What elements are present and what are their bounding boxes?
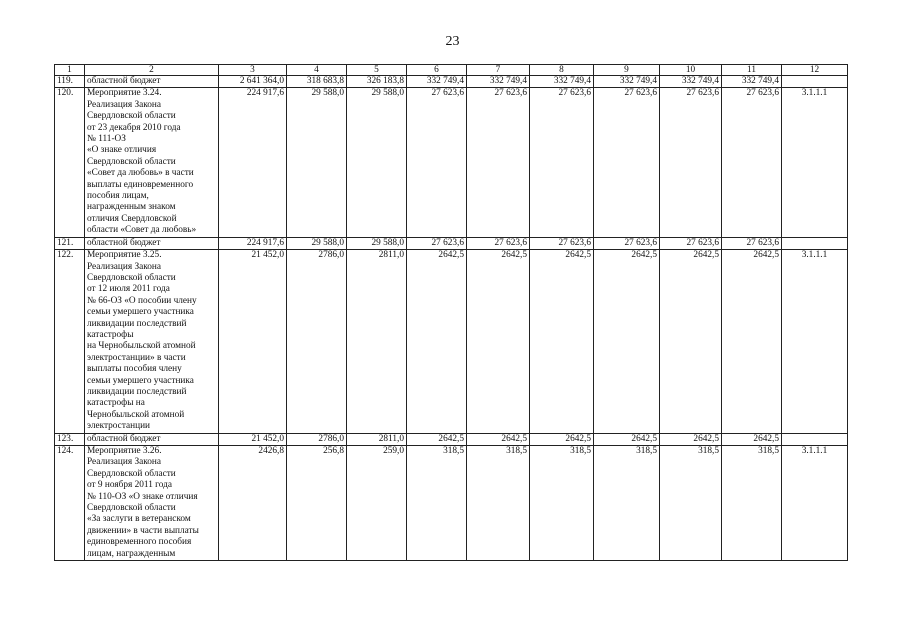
row-name-line: «Совет да любовь» в части [87,168,194,179]
header-cell: 6 [407,65,467,76]
page-number: 23 [445,34,460,49]
row-number-cell: 120. [55,88,85,237]
value-cell: 2642,5 [594,250,660,434]
row-name-line: Мероприятие 3.25. [87,250,162,261]
value-cell: 318,5 [407,446,467,561]
row-name-cell [85,237,219,249]
value-cell: 332 749,4 [407,76,467,88]
row-name-line: семьи умершего участника [87,375,194,386]
row-name-cell [85,88,219,237]
row-name-line: катастрофы [87,329,134,340]
header-cell: 5 [347,65,407,76]
value-cell: 318 683,8 [287,76,347,88]
row-name-line: движении» в части выплаты [87,525,199,536]
row-name-line: электростанции» в части [87,352,186,363]
row-name-line: областной бюджет [87,433,161,444]
row-name-cell [85,250,219,434]
row-name-line: от 12 июля 2011 года [87,284,170,295]
value-cell: 2642,5 [467,433,530,445]
value-cell: 27 623,6 [660,88,722,237]
value-cell: 27 623,6 [594,88,660,237]
table-row [55,433,848,445]
row-name-line: лицам, награжденным [87,548,176,559]
row-number-cell: 119. [55,76,85,88]
value-cell: 318,5 [530,446,594,561]
value-cell: 29 588,0 [347,88,407,237]
row-name-line: Свердловской области [87,156,176,167]
table-row [55,88,848,237]
code-cell: 3.1.1.1 [782,446,848,561]
value-cell: 2642,5 [722,250,782,434]
row-number-cell: 123. [55,433,85,445]
code-cell [782,237,848,249]
value-cell: 2786,0 [287,250,347,434]
row-name-line: электростанции [87,421,151,432]
table-row [55,237,848,249]
row-name-line: областной бюджет [87,76,161,86]
value-cell: 332 749,4 [530,76,594,88]
row-name-line: Мероприятие 3.26. [87,446,162,456]
value-cell: 332 749,4 [722,76,782,88]
table-header-row [55,65,848,76]
value-cell: 2642,5 [407,250,467,434]
row-name-line: областной бюджет [87,237,161,248]
row-name-line: № 110-ОЗ «О знаке отличия [87,491,198,502]
value-cell: 224 917,6 [219,88,287,237]
value-cell: 224 917,6 [219,237,287,249]
value-cell: 27 623,6 [530,237,594,249]
budget-table [54,64,848,561]
row-name-line: № 111-ОЗ [87,134,126,145]
header-cell: 1 [55,65,85,76]
code-cell: 3.1.1.1 [782,250,848,434]
row-name-line: Чернобыльской атомной [87,409,185,420]
row-number-cell: 122. [55,250,85,434]
value-cell: 2642,5 [660,250,722,434]
value-cell: 318,5 [467,446,530,561]
value-cell: 256,8 [287,446,347,561]
header-cell: 8 [530,65,594,76]
row-name-line: «За заслуги в ветеранском [87,514,191,525]
value-cell: 2642,5 [722,433,782,445]
row-name-line: Реализация Закона [87,99,162,110]
value-cell: 318,5 [594,446,660,561]
value-cell: 27 623,6 [467,88,530,237]
row-name-cell [85,446,219,561]
value-cell: 29 588,0 [347,237,407,249]
value-cell: 332 749,4 [660,76,722,88]
table-row [55,446,848,561]
header-cell: 11 [722,65,782,76]
value-cell: 2642,5 [660,433,722,445]
row-name-cell [85,76,219,88]
value-cell: 21 452,0 [219,433,287,445]
value-cell: 318,5 [722,446,782,561]
code-cell [782,433,848,445]
row-name-line: на Чернобыльской атомной [87,341,196,352]
header-cell: 4 [287,65,347,76]
row-name-line: награжденным знаком [87,202,176,213]
header-cell: 3 [219,65,287,76]
row-name-line: № 66-ОЗ «О пособии члену [87,295,197,306]
header-cell: 12 [782,65,848,76]
row-name-line: единовременного пособия [87,537,192,548]
value-cell: 29 588,0 [287,237,347,249]
row-name-cell [85,433,219,445]
value-cell: 27 623,6 [407,237,467,249]
row-name-line: Свердловской области [87,468,176,479]
row-name-line: ликвидации последствий [87,386,187,397]
value-cell: 27 623,6 [722,237,782,249]
value-cell: 326 183,8 [347,76,407,88]
code-cell [782,76,848,88]
row-name-line: Мероприятие 3.24. [87,88,162,99]
value-cell: 27 623,6 [467,237,530,249]
row-name-line: отличия Свердловской [87,213,177,224]
table-row [55,76,848,88]
value-cell: 27 623,6 [407,88,467,237]
value-cell: 2642,5 [594,433,660,445]
value-cell: 2786,0 [287,433,347,445]
header-cell: 7 [467,65,530,76]
row-name-line: области «Совет да любовь» [87,225,197,236]
header-cell: 2 [85,65,219,76]
value-cell: 21 452,0 [219,250,287,434]
value-cell: 2 641 364,0 [219,76,287,88]
code-cell: 3.1.1.1 [782,88,848,237]
value-cell: 27 623,6 [594,237,660,249]
value-cell: 332 749,4 [594,76,660,88]
value-cell: 2811,0 [347,433,407,445]
row-name-line: Свердловской области [87,503,176,514]
header-cell: 10 [660,65,722,76]
value-cell: 27 623,6 [530,88,594,237]
row-name-line: от 23 декабря 2010 года [87,122,181,133]
row-name-line: от 9 ноября 2011 года [87,480,172,491]
row-name-line: семьи умершего участника [87,307,194,318]
table-row [55,250,848,434]
row-name-line: «О знаке отличия [87,145,157,156]
row-name-line: Свердловской области [87,111,176,122]
value-cell: 259,0 [347,446,407,561]
value-cell: 2426,8 [219,446,287,561]
value-cell: 318,5 [660,446,722,561]
value-cell: 2642,5 [407,433,467,445]
value-cell: 332 749,4 [467,76,530,88]
value-cell: 2811,0 [347,250,407,434]
row-name-line: выплаты единовременного [87,179,194,190]
value-cell: 2642,5 [530,433,594,445]
row-name-line: выплаты пособия члену [87,364,182,375]
value-cell: 2642,5 [467,250,530,434]
row-name-line: Реализация Закона [87,261,162,272]
row-number-cell: 121. [55,237,85,249]
row-name-line: ликвидации последствий [87,318,187,329]
header-cell: 9 [594,65,660,76]
value-cell: 27 623,6 [660,237,722,249]
row-name-line: пособия лицам, [87,191,149,202]
row-name-line: Реализация Закона [87,457,162,468]
value-cell: 2642,5 [530,250,594,434]
value-cell: 27 623,6 [722,88,782,237]
row-name-line: Свердловской области [87,272,176,283]
table-body [55,65,848,561]
row-name-line: катастрофы на [87,398,145,409]
value-cell: 29 588,0 [287,88,347,237]
row-number-cell: 124. [55,446,85,561]
